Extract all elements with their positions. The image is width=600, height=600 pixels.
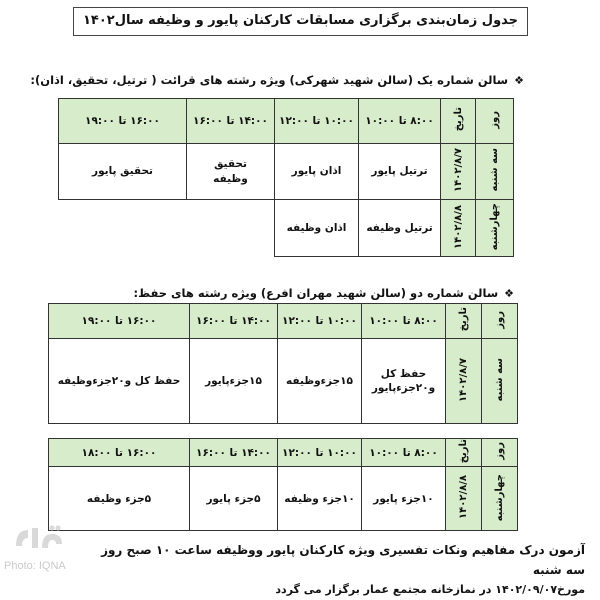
table-row [49, 467, 518, 531]
header-slot-1: ۸:۰۰ تا ۱۰:۰۰ [362, 439, 446, 467]
schedule-table-hall-1 [58, 98, 514, 257]
row-date: ۱۴۰۲/۸/۸ [446, 467, 482, 531]
table-cell [187, 200, 275, 257]
header-day: روز [476, 99, 514, 144]
bullet-icon: ❖ [504, 287, 514, 300]
table-cell: اذان پایور [275, 144, 359, 200]
row-day: چهارشنبه [476, 200, 514, 257]
exam-note-line-2: مورخ۱۴۰۲/۰۹/۰۷ در نمازخانه مجتمع عمار برگزار می گردد [275, 583, 585, 596]
row-date: ۱۴۰۲/۸/۷ [441, 144, 476, 200]
header-date: تاریخ [441, 99, 476, 144]
header-date: تاریخ [446, 304, 482, 339]
table-cell: ۵جزء پایور [190, 467, 278, 531]
row-day: سه شنبه [482, 339, 518, 424]
header-slot-3: ۱۴:۰۰ تا ۱۶:۰۰ [187, 99, 275, 144]
table-cell: ترتیل پایور [359, 144, 441, 200]
table-cell: ۱۵جزءپایور [190, 339, 278, 424]
table-cell: ۱۰جزء وظیفه [278, 467, 362, 531]
header-slot-1: ۸:۰۰ تا ۱۰:۰۰ [359, 99, 441, 144]
header-slot-4: ۱۶:۰۰ تا ۱۸:۰۰ [49, 439, 190, 467]
schedule-table-hall-2 [48, 303, 518, 424]
header-slot-4: ۱۶:۰۰ تا ۱۹:۰۰ [49, 304, 190, 339]
row-day: چهارشنبه [482, 467, 518, 531]
section-2-title [134, 286, 514, 300]
header-slot-3: ۱۴:۰۰ تا ۱۶:۰۰ [190, 439, 278, 467]
bullet-icon: ❖ [514, 74, 524, 87]
header-day: روز [482, 304, 518, 339]
table-cell: ۵جزء وظیفه [49, 467, 190, 531]
header-slot-3: ۱۴:۰۰ تا ۱۶:۰۰ [190, 304, 278, 339]
section-1-title [30, 73, 524, 87]
table-cell: اذان وظیفه [275, 200, 359, 257]
table-cell [59, 200, 187, 257]
table-cell: ۱۰جزء پایور [362, 467, 446, 531]
watermark-text: Photo: IQNA [4, 560, 66, 572]
schedule-table-hall-2-day-2 [48, 438, 518, 531]
table-row [59, 144, 514, 200]
header-slot-2: ۱۰:۰۰ تا ۱۲:۰۰ [275, 99, 359, 144]
row-day: سه شنبه [476, 144, 514, 200]
header-date: تاریخ [446, 439, 482, 467]
header-slot-2: ۱۰:۰۰ تا ۱۲:۰۰ [278, 304, 362, 339]
table-cell: حفظ کل و۲۰جزءوظیفه [49, 339, 190, 424]
table-cell: ۱۵جزءوظیفه [278, 339, 362, 424]
table-cell: حفظ کل و۲۰جزءپایور [362, 339, 446, 424]
iqna-logo-icon [12, 522, 66, 556]
table-cell: ترتیل وظیفه [359, 200, 441, 257]
header-slot-1: ۸:۰۰ تا ۱۰:۰۰ [362, 304, 446, 339]
exam-note [80, 540, 585, 600]
header-slot-4: ۱۶:۰۰ تا ۱۹:۰۰ [59, 99, 187, 144]
table-row [49, 339, 518, 424]
page-title: جدول زمان‌بندی برگزاری مسابقات کارکنان پایور و وظیفه سال۱۴۰۲ [73, 7, 528, 36]
iqna-watermark [4, 522, 74, 580]
header-day: روز [482, 439, 518, 467]
row-date: ۱۴۰۲/۸/۷ [446, 339, 482, 424]
table-row [59, 200, 514, 257]
header-slot-2: ۱۰:۰۰ تا ۱۲:۰۰ [278, 439, 362, 467]
row-date: ۱۴۰۲/۸/۸ [441, 200, 476, 257]
exam-note-line-1: آزمون درک مفاهیم ونکات تفسیری ویژه کارکنان پایور ووظیفه ساعت ۱۰ صبح روز سه شنبه [101, 543, 585, 577]
table-cell: تحقیق پایور [59, 144, 187, 200]
section-1-title-text: سالن شماره یک (سالن شهید شهرکی) ویژه رشته های قرائت ( ترتیل، تحقیق، اذان): [30, 73, 509, 87]
section-2-title-text: سالن شماره دو (سالن شهید مهران افرع) ویژه رشته های حفظ: [133, 286, 499, 300]
table-cell: تحقیق وظیفه [187, 144, 275, 200]
